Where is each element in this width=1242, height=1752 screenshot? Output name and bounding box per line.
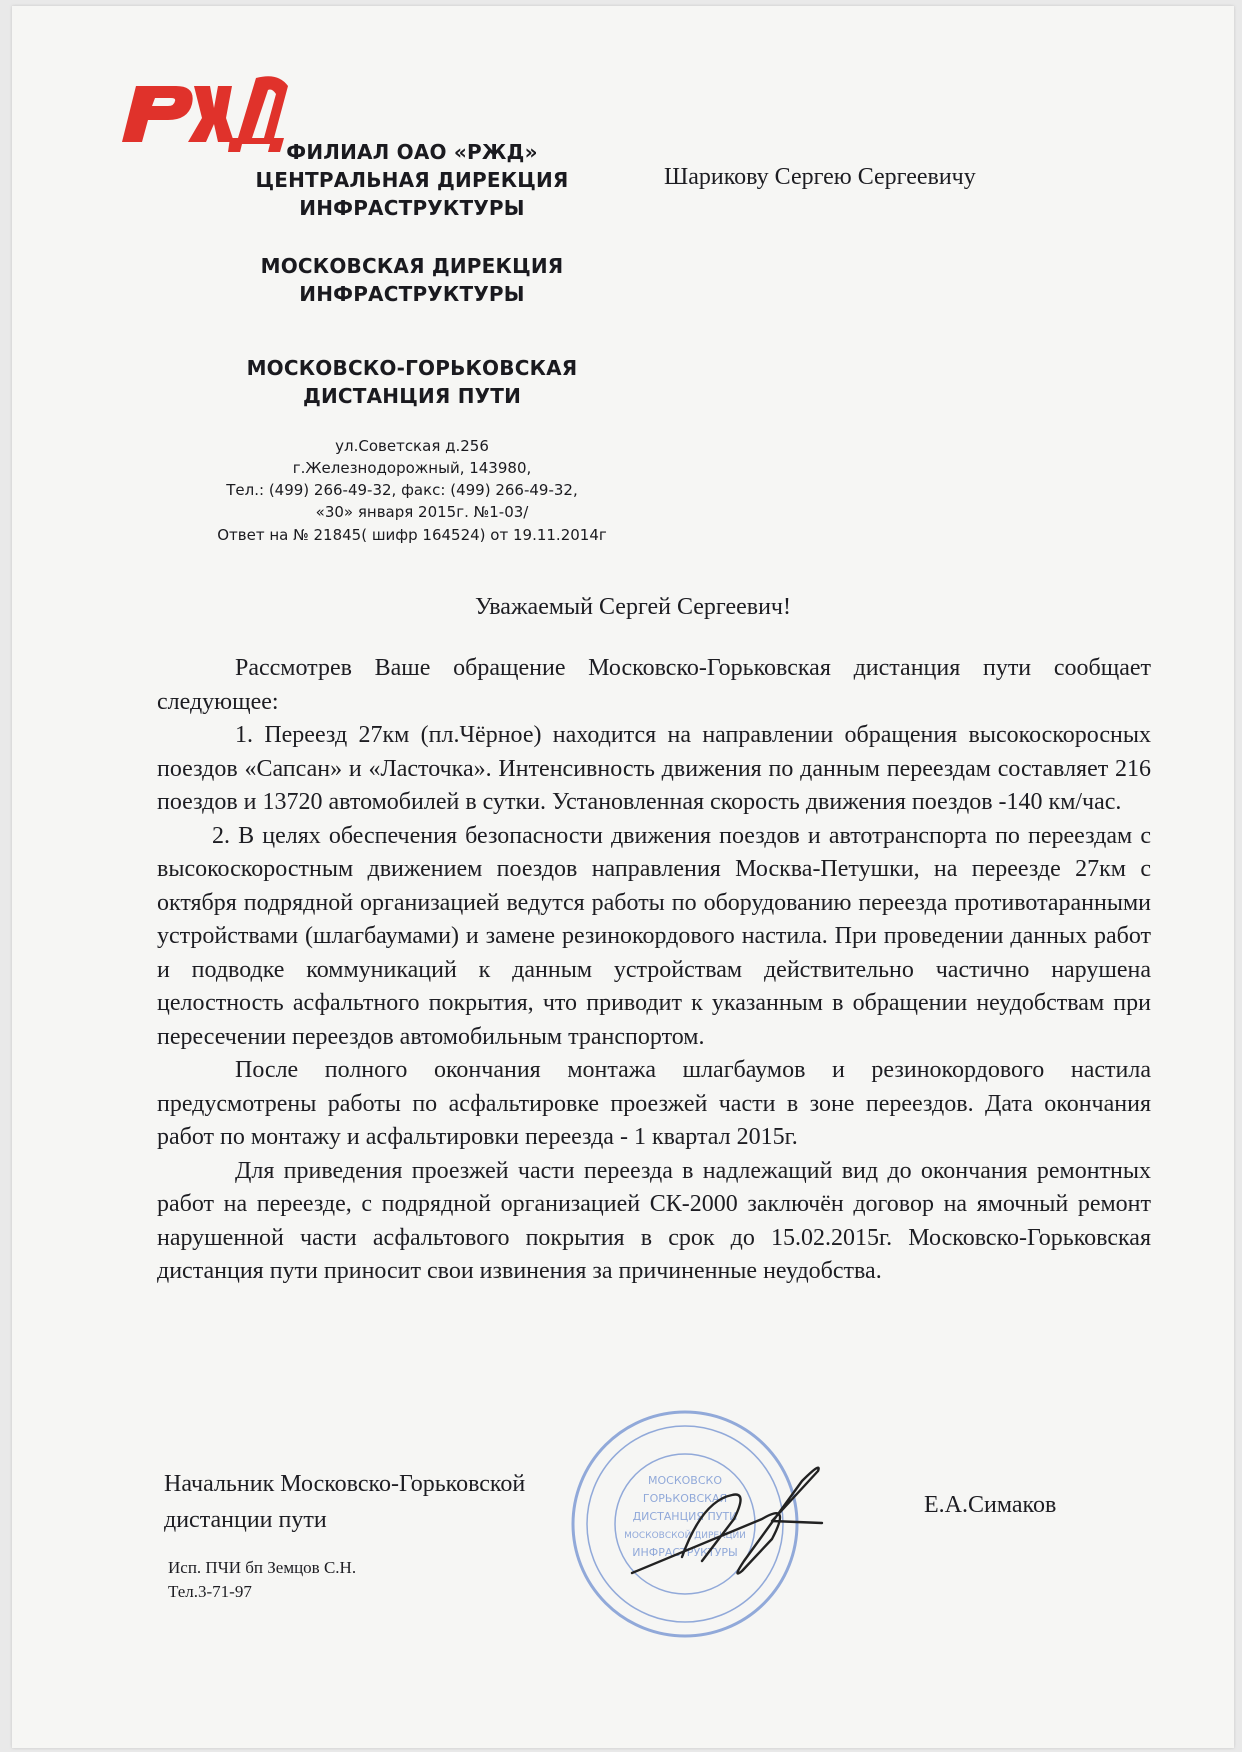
paragraph-item-2: 2. В целях обеспечения безопасности движения поездов и автотранспорта по переездам с высокоскоростным движением поездов направления Москва-Петушки, на переезде 27км с октября подрядной организацией ведутся работы по оборудованию переезда противотаранными устройствами (шлагбаумами) и замене резинокордового настила. При проведении данных работ и подводке коммуникаций к данным устройствам действительно частично нарушена целостность асфальтного покрытия, что приводит к указанным в обращении неудобствам при пересечении переездов автомобильным транспортом. — [157, 822, 1151, 1050]
executor-footnote — [168, 1556, 356, 1604]
letterhead-branch: ФИЛИАЛ ОАО «РЖД» — [286, 140, 538, 164]
paragraph-item-1: 1. Переезд 27км (пл.Чёрное) находится на направлении обращения высокоскоросных поездов «Сапсан» и «Ласточка». Интенсивность движения по данным переездам составляет 216 поездов и 13720 автомобилей в сутки. Установленная скорость движения поездов -140 км/час. — [157, 722, 1151, 815]
salutation: Уважаемый Сергей Сергеевич! — [475, 594, 791, 620]
letterhead-moscow-line2: ИНФРАСТРУКТУРЫ — [299, 282, 525, 306]
address-line1: ул.Советская д.256 — [335, 437, 489, 455]
stamp-line-5: ИНФРАСТРУКТУРЫ — [632, 1546, 738, 1559]
letterhead-central-line1: ЦЕНТРАЛЬНАЯ ДИРЕКЦИЯ — [255, 168, 569, 192]
signer-position-line1: Начальник Московско-Горьковской — [164, 1471, 526, 1497]
executor-name: Исп. ПЧИ бп Земцов С.Н. — [168, 1558, 357, 1577]
document-page — [12, 6, 1234, 1748]
addressee: Шарикову Сергею Сергеевичу — [664, 164, 976, 190]
stamp-line-3: ДИСТАНЦИЯ ПУТИ — [632, 1510, 738, 1523]
letterhead-moscow-line1: МОСКОВСКАЯ ДИРЕКЦИЯ — [260, 254, 564, 278]
letterhead-district-line2: ДИСТАНЦИЯ ПУТИ — [302, 384, 522, 408]
date-number: «30» января 2015г. №1-03/ — [315, 503, 529, 521]
paragraph-intro: Рассмотрев Ваше обращение Московско-Горьковская дистанция пути сообщает следующее: — [157, 655, 1151, 715]
signer-position-line2: дистанции пути — [164, 1507, 327, 1533]
executor-phone: Тел.3-71-97 — [168, 1582, 252, 1601]
letterhead-central-line2: ИНФРАСТРУКТУРЫ — [299, 196, 525, 220]
handwritten-signature — [622, 1461, 832, 1581]
paragraph-repair: Для приведения проезжей части переезда в надлежащий вид до окончания ремонтных работ на переезде, с подрядной организацией СК-2000 заключён договор на ямочный ремонт нарушенной части асфальтового покрытия в срок до 15.02.2015г. Московско-Горьковская дистанция пути приносит свои извинения за причиненные неудобства. — [157, 1157, 1151, 1284]
address-line2: г.Железнодорожный, 143980, — [292, 459, 532, 477]
signer-name: Е.А.Симаков — [924, 1492, 1057, 1518]
stamp-line-2: ГОРЬКОВСКАЯ — [642, 1492, 728, 1505]
contacts: Тел.: (499) 266-49-32, факс: (499) 266-49-32, — [226, 481, 578, 499]
letter-body — [157, 652, 1151, 1289]
stamp-line-4: МОСКОВСКОЙ ДИРЕКЦИИ — [624, 1531, 746, 1541]
signer-position — [164, 1466, 525, 1538]
letterhead-district-line1: МОСКОВСКО-ГОРЬКОВСКАЯ — [246, 356, 578, 380]
stamp-line-1: МОСКОВСКО — [648, 1474, 722, 1487]
paragraph-completion: После полного окончания монтажа шлагбаумов и резинокордового настила предусмотрены работы по асфальтировке проезжей части в зоне переездов. Дата окончания работ по монтажу и асфальтировки переезда - 1 квартал 2015г. — [157, 1057, 1151, 1150]
reply-reference: Ответ на № 21845( шифр 164524) от 19.11.2014г — [217, 526, 607, 544]
